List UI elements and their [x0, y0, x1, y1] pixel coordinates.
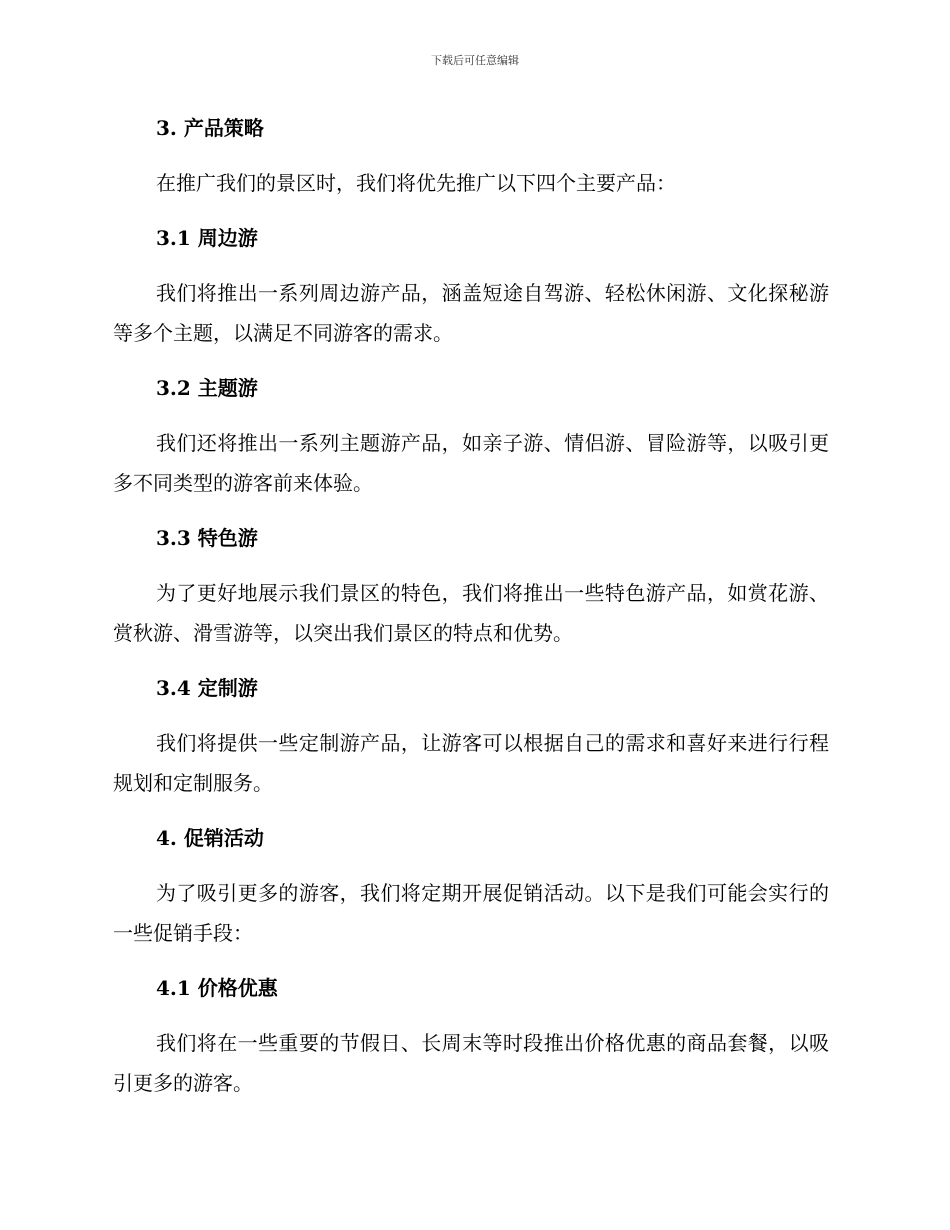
- paragraph-nearby-tour: 我们将推出一系列周边游产品，涵盖短途自驾游、轻松休闲游、文化探秘游等多个主题，以满足不同游客的需求。: [113, 281, 829, 345]
- section-heading-product-strategy: 3. 产品策略: [156, 116, 264, 140]
- section-heading-feature-tour: 3.3 特色游: [156, 526, 258, 550]
- paragraph-price-discount: 我们将在一些重要的节假日、长周末等时段推出价格优惠的商品套餐，以吸引更多的游客。: [113, 1031, 829, 1095]
- paragraph-custom-tour: 我们将提供一些定制游产品，让游客可以根据自己的需求和喜好来进行行程规划和定制服务。: [113, 731, 829, 795]
- paragraph-promotions-intro: 为了吸引更多的游客，我们将定期开展促销活动。以下是我们可能会实行的一些促销手段：: [113, 881, 829, 945]
- section-heading-nearby-tour: 3.1 周边游: [156, 226, 258, 250]
- paragraph-theme-tour: 我们还将推出一系列主题游产品，如亲子游、情侣游、冒险游等，以吸引更多不同类型的游客前来体验。: [113, 431, 829, 495]
- document-body: [113, 108, 829, 1118]
- section-heading-price-discount: 4.1 价格优惠: [156, 976, 278, 1000]
- paragraph-feature-tour: 为了更好地展示我们景区的特色，我们将推出一些特色游产品，如赏花游、赏秋游、滑雪游等，以突出我们景区的特点和优势。: [113, 581, 829, 645]
- section-heading-custom-tour: 3.4 定制游: [156, 676, 258, 700]
- section-heading-promotions: 4. 促销活动: [156, 826, 264, 850]
- paragraph-product-intro: 在推广我们的景区时，我们将优先推广以下四个主要产品：: [156, 171, 676, 195]
- section-heading-theme-tour: 3.2 主题游: [156, 376, 258, 400]
- page-header-note: 下载后可任意编辑: [431, 54, 519, 67]
